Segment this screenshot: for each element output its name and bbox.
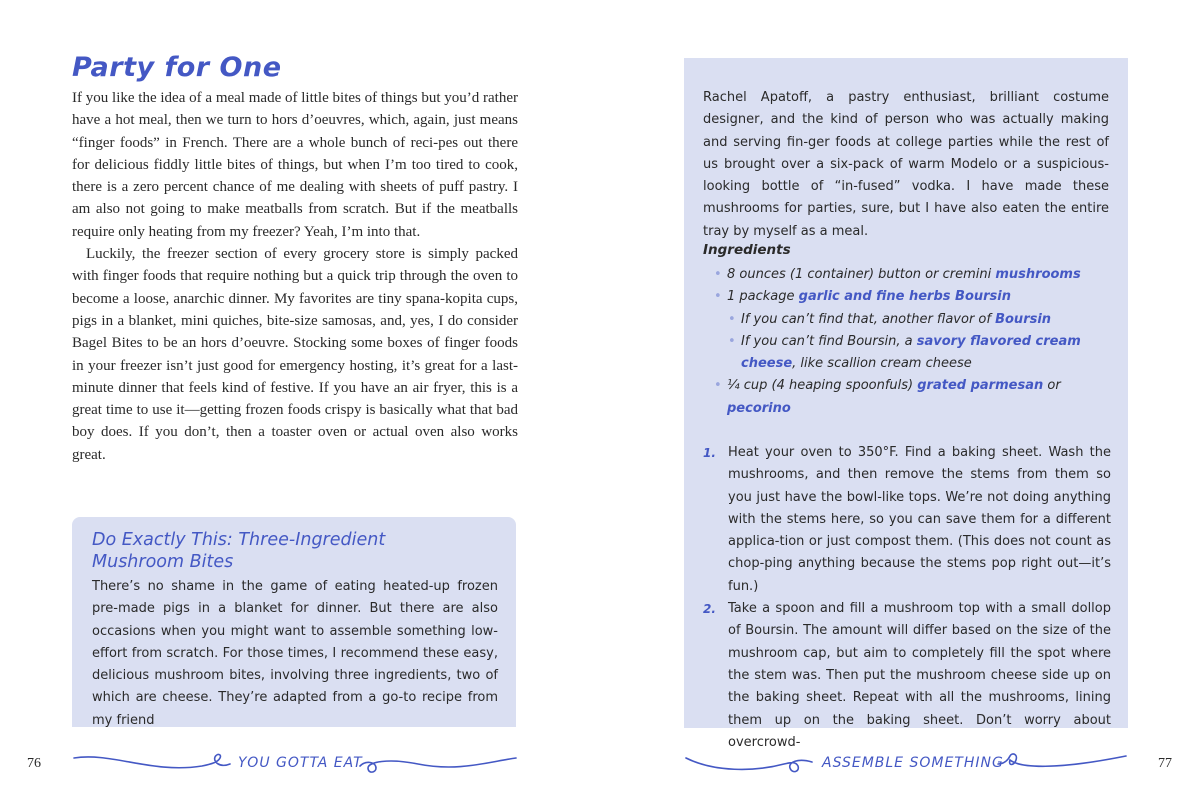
right-flourish-icon xyxy=(684,748,814,780)
sidebar-text: There’s no shame in the game of eating heated-up frozen pre-made pigs in a blanket for dinner. But there are also occasions when you might want to assemble something low-effort from scratch. For those times, I recommend these easy, delicious mushroom bites, involving three ingredients, two of which are cheese. They’re adapted from a go-to recipe from my friend xyxy=(92,579,498,728)
ingredients-heading: Ingredients xyxy=(703,242,791,258)
footer-label-right: ASSEMBLE SOMETHING xyxy=(822,755,1004,771)
paragraph-2: Luckily, the freezer section of every grocery store is simply packed with finger foods that require nothing but a quick trip through the oven to become a loose, anarchic dinner. My favorites are tiny spana-kopita cups, pigs in a blanket, mini quiches, bite-size samosas, and, yes, I do consider Bagel Bites to be an hors d’oeuvre. Stocking some boxes of finger foods in your freezer isn’t just good for emergency hosting, it’s great for a last-minute dinner that feels kind of festive. If you have an air fryer, this is a great time to use it—getting frozen foods crispy is basically what that bad boy does. If you don’t, then a toaster oven or actual oven also works great. xyxy=(72,246,518,463)
page-number-left: 76 xyxy=(27,756,41,771)
ingredient-subitem xyxy=(703,309,1111,331)
ingredient-highlight: garlic and fine herbs Boursin xyxy=(798,289,1011,305)
sidebar-title xyxy=(92,529,492,573)
ingredient-text: 1 package xyxy=(727,289,799,305)
ingredient-item xyxy=(703,264,1111,286)
ingredient-item xyxy=(703,375,1111,420)
method-steps xyxy=(703,442,1111,754)
bullet-icon: • xyxy=(714,378,722,394)
left-flourish-icon xyxy=(72,748,232,780)
bullet-icon: • xyxy=(714,289,722,305)
recipe-sidebar xyxy=(72,517,516,727)
right-flourish-end-icon xyxy=(996,748,1128,780)
step-text: Heat your oven to 350°F. Find a baking sheet. Wash the mushrooms, and then remove the stems from them so you just have the bowl-like tops. We’re not doing anything with the stems here, so you can save them for a different applica-tion or just compost them. (This does not count as chop-ping anything because the stems pop right out—it’s fun.) xyxy=(728,445,1111,594)
step-text: Take a spoon and fill a mushroom top with a small dollop of Boursin. The amount will differ based on the size of the mushroom cap, but aim to completely fill the spot where the stem was. Then put the mushroom cheese side up on the baking sheet. Repeat with all the mushrooms, lining them up on the baking sheet. Don’t worry about overcrowd- xyxy=(728,601,1111,750)
ingredient-text: ¼ cup (4 heaping spoonfuls) xyxy=(727,378,918,394)
step-item xyxy=(703,598,1111,754)
ingredient-text: If you can’t find that, another flavor of xyxy=(741,311,996,327)
paragraph-1: If you like the idea of a meal made of little bites of things but you’d rather have a hot meal, then we turn to hors d’oeuvres, which, again, just means “finger foods” in French. There are a whole bunch of reci-pes out there for delicious fiddly little bites of things, but when I’m too tired to cook, there is a zero percent chance of me dealing with sheets of puff pastry. I am also not going to make meatballs from scratch. But if the meatballs require only heating from my freezer? Yeah, I’m into that. xyxy=(72,90,518,240)
sidebar-intro-text: Rachel Apatoff, a pastry enthusiast, brilliant costume designer, and the kind of person who was actually making and serving fin-ger foods at college parties while the rest of us brought over a six-pack of warm Modelo or a suspicious-looking bottle of “in-fused” vodka. I have made these mushrooms for parties, sure, but I have also eaten the entire tray by myself as a meal. xyxy=(703,90,1109,239)
step-number: 2. xyxy=(703,602,716,617)
ingredient-highlight: savory flavored cream cheese xyxy=(741,333,1081,372)
ingredient-text: If you can’t find Boursin, a xyxy=(741,333,917,349)
ingredient-highlight: mushrooms xyxy=(995,267,1081,282)
ingredient-text: , like scallion cream cheese xyxy=(792,356,972,372)
bullet-icon: • xyxy=(728,311,736,327)
step-number: 1. xyxy=(703,446,716,460)
ingredients-list xyxy=(703,264,1111,420)
bullet-icon: • xyxy=(714,267,722,282)
recipe-sidebar-continued xyxy=(684,58,1128,750)
bullet-icon: • xyxy=(728,333,736,349)
sidebar-title-line-2: Mushroom Bites xyxy=(92,552,234,572)
sidebar-title-line-1: Do Exactly This: Three-Ingredient xyxy=(92,530,386,550)
ingredient-text: or xyxy=(1043,378,1061,394)
page-number-right: 77 xyxy=(1158,756,1172,771)
ingredient-item xyxy=(703,286,1111,308)
footer-label-left: YOU GOTTA EAT xyxy=(238,755,363,771)
ingredient-highlight: grated parmesan xyxy=(917,378,1044,394)
step-item xyxy=(703,442,1111,598)
page-title: Party for One xyxy=(72,52,282,83)
ingredient-highlight: pecorino xyxy=(727,400,791,416)
body-text xyxy=(72,87,518,466)
ingredient-text: 8 ounces (1 container) button or cremini xyxy=(727,267,996,282)
ingredient-highlight: Boursin xyxy=(995,311,1052,327)
left-flourish-end-icon xyxy=(358,748,518,780)
ingredient-subitem xyxy=(703,331,1111,376)
